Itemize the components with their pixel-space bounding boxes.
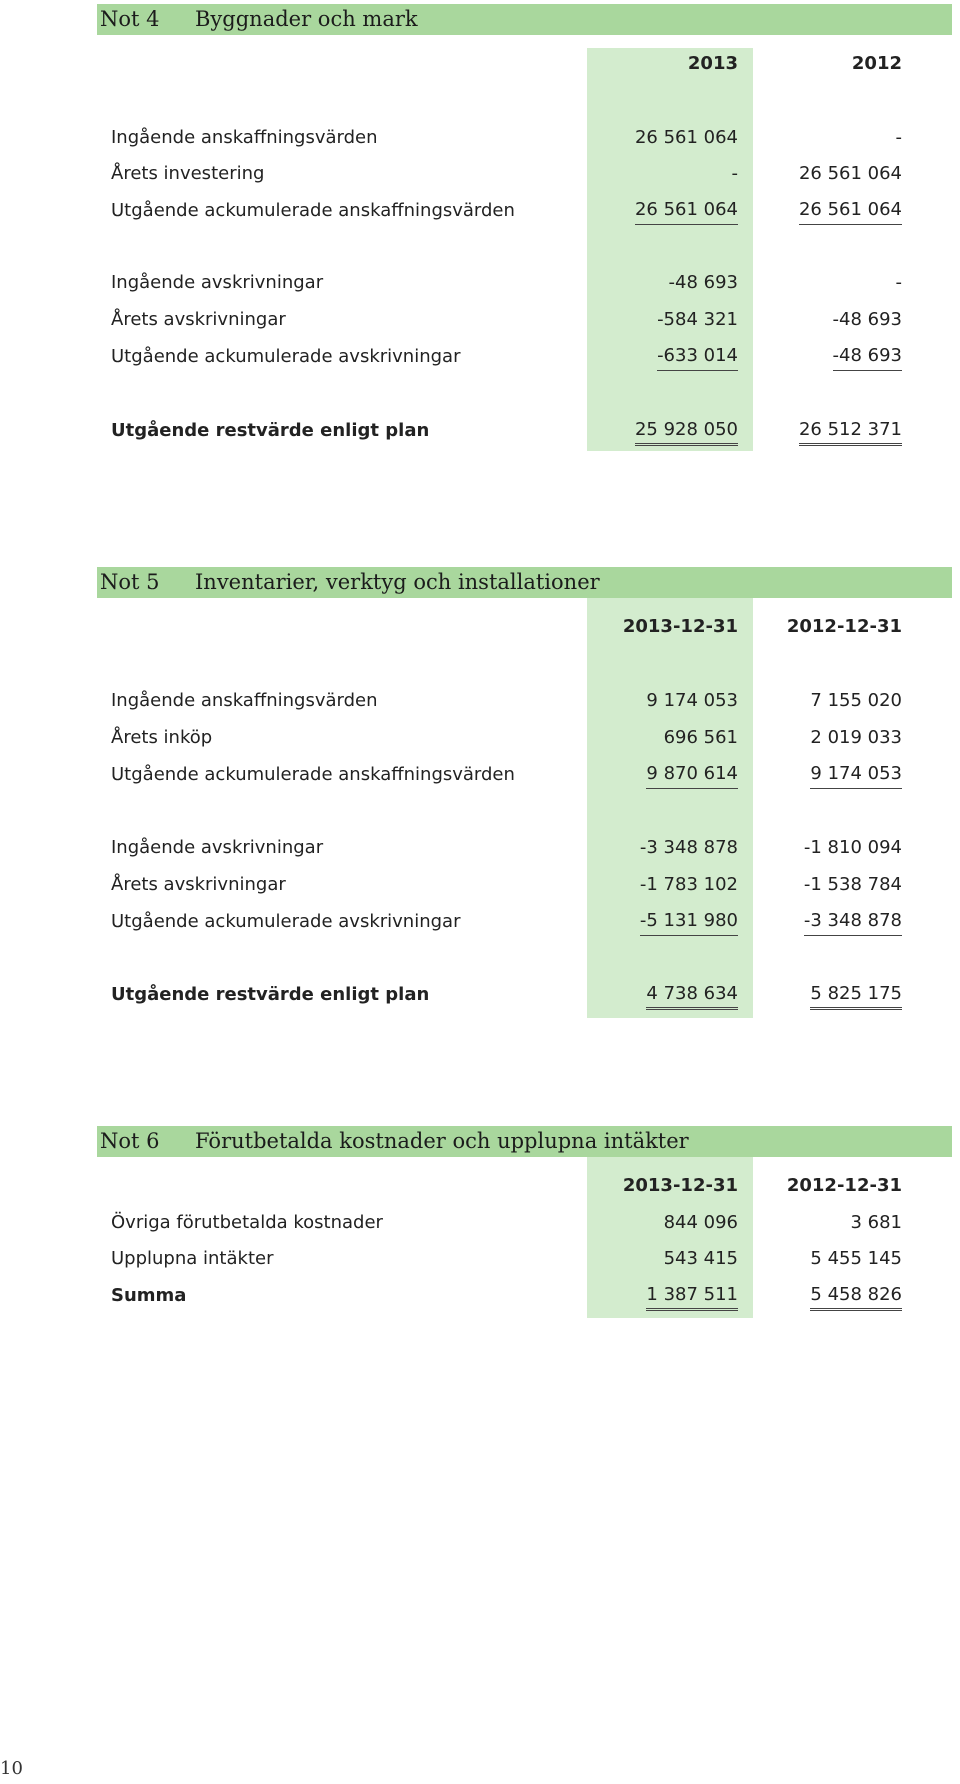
row-label: Utgående ackumulerade avskrivningar — [111, 911, 461, 932]
total-row — [97, 416, 952, 446]
note-number: Not 5 — [100, 570, 160, 594]
value-current: 9 870 614 — [646, 760, 738, 789]
value-current: -5 131 980 — [640, 907, 738, 936]
table-row — [97, 196, 952, 226]
row-label: Utgående ackumulerade anskaffningsvärden — [111, 764, 515, 785]
table-row — [97, 1244, 952, 1274]
table-row — [97, 123, 952, 153]
page-number: 10 — [0, 1758, 23, 1779]
table-row — [97, 907, 952, 937]
row-label: Ingående avskrivningar — [111, 272, 324, 293]
row-label: Utgående ackumulerade anskaffningsvärden — [111, 200, 515, 221]
total-row — [97, 980, 952, 1010]
note-number: Not 6 — [100, 1129, 160, 1153]
value-current: 26 561 064 — [635, 196, 738, 225]
row-label: Årets avskrivningar — [111, 874, 286, 895]
value-previous: 5 458 826 — [810, 1281, 902, 1311]
value-previous: 5 455 145 — [810, 1248, 902, 1269]
table-row — [97, 723, 952, 753]
table-row — [97, 870, 952, 900]
row-label: Ingående anskaffningsvärden — [111, 127, 378, 148]
value-previous: -1 538 784 — [803, 874, 902, 895]
value-previous: -3 348 878 — [804, 907, 902, 936]
row-label: Utgående restvärde enligt plan — [111, 984, 430, 1005]
table-row — [97, 760, 952, 790]
table-row — [97, 305, 952, 335]
column-header-row — [97, 1171, 952, 1201]
table-row — [97, 342, 952, 372]
value-previous: 5 825 175 — [810, 980, 902, 1010]
value-current: 844 096 — [663, 1212, 738, 1233]
row-label: Årets investering — [111, 163, 265, 184]
row-label: Årets inköp — [111, 727, 213, 748]
value-previous: 2 019 033 — [810, 727, 902, 748]
value-current: 543 415 — [663, 1248, 738, 1269]
note-title: Inventarier, verktyg och installationer — [195, 570, 600, 594]
row-label: Utgående restvärde enligt plan — [111, 420, 430, 441]
table-row — [97, 159, 952, 189]
value-current: 1 387 511 — [646, 1281, 738, 1311]
highlight-column-2013 — [587, 598, 753, 1018]
column-header-previous: 2012-12-31 — [786, 616, 902, 637]
table-row — [97, 833, 952, 863]
value-previous: - — [895, 127, 902, 148]
value-current: 4 738 634 — [646, 980, 738, 1010]
value-previous: 26 561 064 — [798, 163, 902, 184]
column-header-current: 2013 — [687, 53, 738, 74]
value-current: - — [731, 163, 738, 184]
value-current: -3 348 878 — [639, 837, 738, 858]
row-label: Upplupna intäkter — [111, 1248, 274, 1269]
value-current: 696 561 — [663, 727, 738, 748]
value-previous: 26 512 371 — [799, 416, 902, 446]
value-current: -1 783 102 — [639, 874, 738, 895]
note-header — [97, 4, 952, 35]
value-previous: 3 681 — [850, 1212, 902, 1233]
value-previous: 9 174 053 — [810, 760, 902, 789]
column-header-current: 2013-12-31 — [622, 616, 738, 637]
row-label: Summa — [111, 1285, 187, 1306]
note-header — [97, 567, 952, 598]
column-header-current: 2013-12-31 — [622, 1175, 738, 1196]
value-previous: -1 810 094 — [803, 837, 902, 858]
row-label: Årets avskrivningar — [111, 309, 286, 330]
note-number: Not 4 — [100, 7, 160, 31]
total-row — [97, 1281, 952, 1311]
column-header-row — [97, 612, 952, 642]
value-current: 25 928 050 — [635, 416, 738, 446]
value-previous: -48 693 — [833, 342, 902, 371]
note-title: Förutbetalda kostnader och upplupna intäkter — [195, 1129, 689, 1153]
row-label: Utgående ackumulerade avskrivningar — [111, 346, 461, 367]
table-row — [97, 686, 952, 716]
value-previous: -48 693 — [832, 309, 902, 330]
column-header-previous: 2012 — [851, 53, 902, 74]
table-row — [97, 268, 952, 298]
value-current: -584 321 — [657, 309, 738, 330]
value-current: -48 693 — [668, 272, 738, 293]
value-previous: 7 155 020 — [810, 690, 902, 711]
row-label: Övriga förutbetalda kostnader — [111, 1212, 383, 1233]
table-row — [97, 1208, 952, 1238]
row-label: Ingående anskaffningsvärden — [111, 690, 378, 711]
value-previous: 26 561 064 — [799, 196, 902, 225]
value-previous: - — [895, 272, 902, 293]
column-header-row — [97, 49, 952, 79]
column-header-previous: 2012-12-31 — [786, 1175, 902, 1196]
value-current: 9 174 053 — [646, 690, 738, 711]
note-header — [97, 1126, 952, 1157]
value-current: -633 014 — [657, 342, 738, 371]
row-label: Ingående avskrivningar — [111, 837, 324, 858]
note-title: Byggnader och mark — [195, 7, 418, 31]
value-current: 26 561 064 — [634, 127, 738, 148]
highlight-column-2013 — [587, 48, 753, 451]
